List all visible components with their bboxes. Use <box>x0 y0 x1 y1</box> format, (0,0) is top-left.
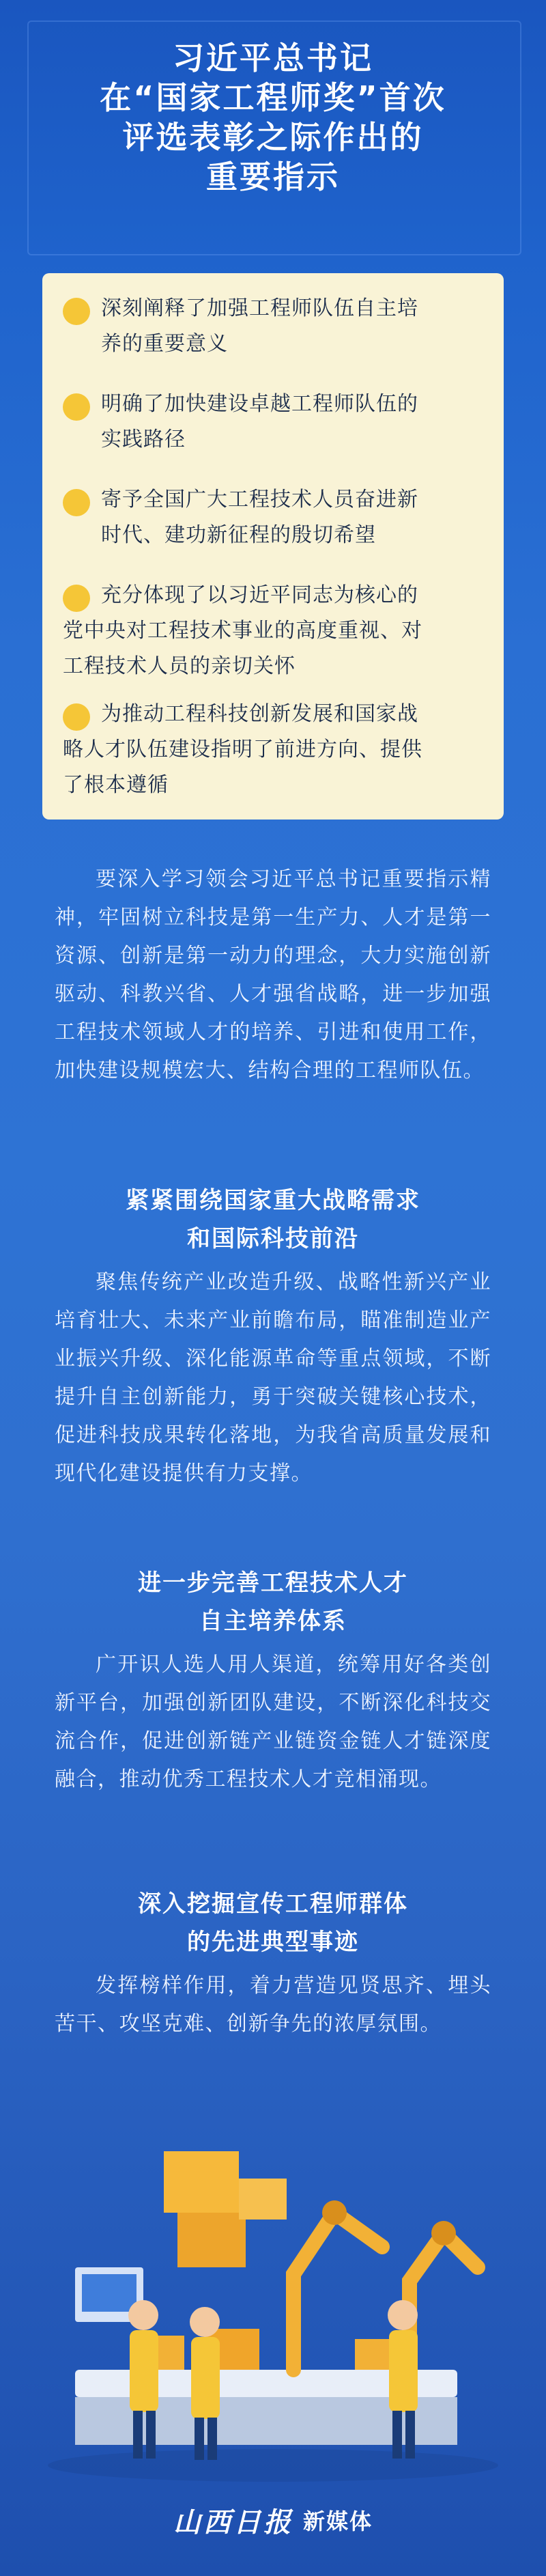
section-heading <box>41 1564 505 1640</box>
bullet-dot <box>63 489 90 516</box>
section-body: 广开识人选人用人渠道，统筹用好各类创新平台，加强创新团队建设，不断深化科技交流合作，促进创新链产业链资金链人才链深度融合，推动优秀工程技术人才竞相涌现。 <box>55 1653 491 1791</box>
key-point-line: 深刻阐释了加强工程师队伍自主培 <box>101 296 418 320</box>
key-point-text <box>63 482 486 553</box>
key-point-line: 明确了加快建设卓越工程师队伍的 <box>101 392 418 416</box>
key-points-panel <box>42 273 504 820</box>
section-body: 聚焦传统产业改造升级、战略性新兴产业培育壮大、未来产业前瞻布局，瞄准制造业产业振兴升级、深化能源革命等重点领域，不断提升自主创新能力，勇于突破关键核心技术，促进科技成果转化落地，为我省高质量发展和现代化建设提供有力支撑。 <box>55 1270 491 1485</box>
heading-line: 进一步完善工程技术人才 <box>138 1569 408 1597</box>
section-heading <box>41 1885 505 1961</box>
title-line: 习近平总书记 <box>173 40 373 76</box>
key-point-line: 实践路径 <box>101 428 186 451</box>
bullet-dot <box>63 298 90 325</box>
heading-line: 的先进典型事迹 <box>187 1929 359 1956</box>
heading-line: 和国际科技前沿 <box>187 1225 359 1252</box>
page-title <box>41 38 505 197</box>
factory-illustration <box>0 2110 546 2493</box>
heading-line: 深入挖掘宣传工程师群体 <box>138 1890 408 1918</box>
key-point-line: 党中央对工程技术事业的高度重视、对 <box>63 619 422 643</box>
footer-brand <box>0 2493 546 2547</box>
key-point <box>63 697 486 803</box>
brand-logo-text: 山西日报 <box>173 2506 293 2538</box>
bullet-dot <box>63 703 90 731</box>
bullet-dot <box>63 585 90 612</box>
title-line: 重要指示 <box>206 158 340 195</box>
key-point-line: 略人才队伍建设指明了前进方向、提供 <box>63 738 422 761</box>
key-point-line: 了根本遵循 <box>63 773 169 797</box>
key-point <box>63 482 486 553</box>
heading-line: 紧紧围绕国家重大战略需求 <box>126 1187 420 1214</box>
intro-paragraph: 要深入学习领会习近平总书记重要指示精神，牢固树立科技是第一生产力、人才是第一资源、创新是第一动力的理念，大力实施创新驱动、科教兴省、人才强省战略，进一步加强工程技术领域人才的培养、引进和使用工作，加快建设规模宏大、结构合理的工程师队伍。 <box>55 867 491 1082</box>
title-line: 在“国家工程师奖”首次 <box>100 79 446 116</box>
heading-line: 自主培养体系 <box>199 1608 347 1635</box>
key-point <box>63 291 486 362</box>
key-point <box>63 387 486 458</box>
key-point-line: 工程技术人员的亲切关怀 <box>63 654 296 678</box>
brand-subtitle: 新媒体 <box>302 2508 373 2534</box>
key-point-line: 时代、建功新征程的殷切希望 <box>101 523 376 547</box>
key-point-line: 充分体现了以习近平同志为核心的 <box>101 583 418 607</box>
key-point-line: 养的重要意义 <box>101 332 228 356</box>
key-point <box>63 578 486 684</box>
bullet-dot <box>63 393 90 421</box>
section-body: 发挥榜样作用，着力营造见贤思齐、埋头苦干、攻坚克难、创新争先的浓厚氛围。 <box>55 1974 491 2036</box>
title-line: 评选表彰之际作出的 <box>122 119 424 156</box>
key-point-text <box>63 387 486 458</box>
key-point-text <box>63 578 486 684</box>
key-point-line: 为推动工程科技创新发展和国家战 <box>101 702 418 726</box>
key-point-line: 寄予全国广大工程技术人员奋进新 <box>101 488 418 512</box>
key-point-text <box>63 291 486 362</box>
key-point-text <box>63 697 486 803</box>
section-heading <box>41 1181 505 1258</box>
